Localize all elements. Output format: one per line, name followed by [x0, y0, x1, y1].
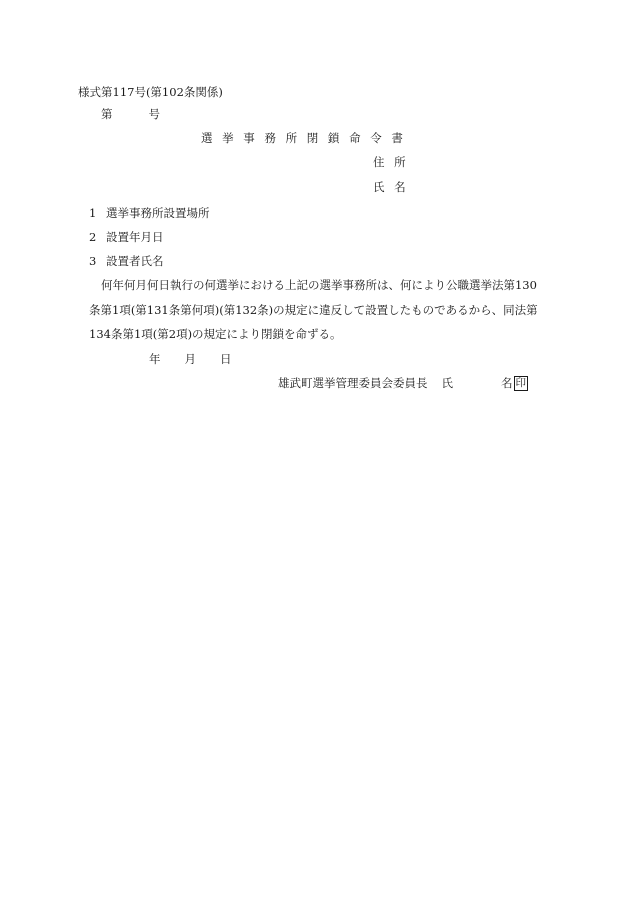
date-month: 月	[184, 352, 196, 366]
seal-mark: 印	[515, 377, 526, 389]
item-number: 3	[89, 254, 97, 268]
body-line-1: 何年何月何日執行の何選挙における上記の選挙事務所は、何により公職選挙法第130	[101, 278, 537, 292]
document-number	[101, 106, 160, 122]
document-number-prefix: 第	[101, 107, 113, 121]
name-label: 氏 名	[373, 180, 406, 194]
issuer-name-left: 氏	[441, 376, 453, 390]
item-2	[89, 229, 164, 245]
item-label: 選挙事務所設置場所	[106, 206, 210, 220]
document-number-suffix: 号	[148, 107, 160, 121]
item-number: 1	[89, 206, 97, 220]
issue-date	[149, 351, 232, 367]
body-line-3: 134条第1項(第2項)の規定により閉鎖を命ずる。	[89, 327, 342, 341]
item-number: 2	[89, 230, 97, 244]
date-day: 日	[220, 352, 232, 366]
issuer-name-right: 名	[501, 376, 513, 390]
item-label: 設置年月日	[106, 230, 164, 244]
item-1	[89, 205, 210, 221]
form-number: 様式第117号(第102条関係)	[78, 85, 223, 99]
item-3	[89, 253, 164, 269]
address-label: 住 所	[373, 155, 406, 169]
date-year: 年	[149, 352, 161, 366]
document-title: 選 挙 事 務 所 閉 鎖 命 令 書	[201, 131, 403, 145]
item-label: 設置者氏名	[106, 254, 164, 268]
issuer	[278, 375, 528, 391]
issuer-title: 雄武町選挙管理委員会委員長	[278, 376, 428, 390]
body-line-2: 条第1項(第131条第何項)(第132条)の規定に違反して設置したものであるから、同法第	[89, 303, 538, 317]
